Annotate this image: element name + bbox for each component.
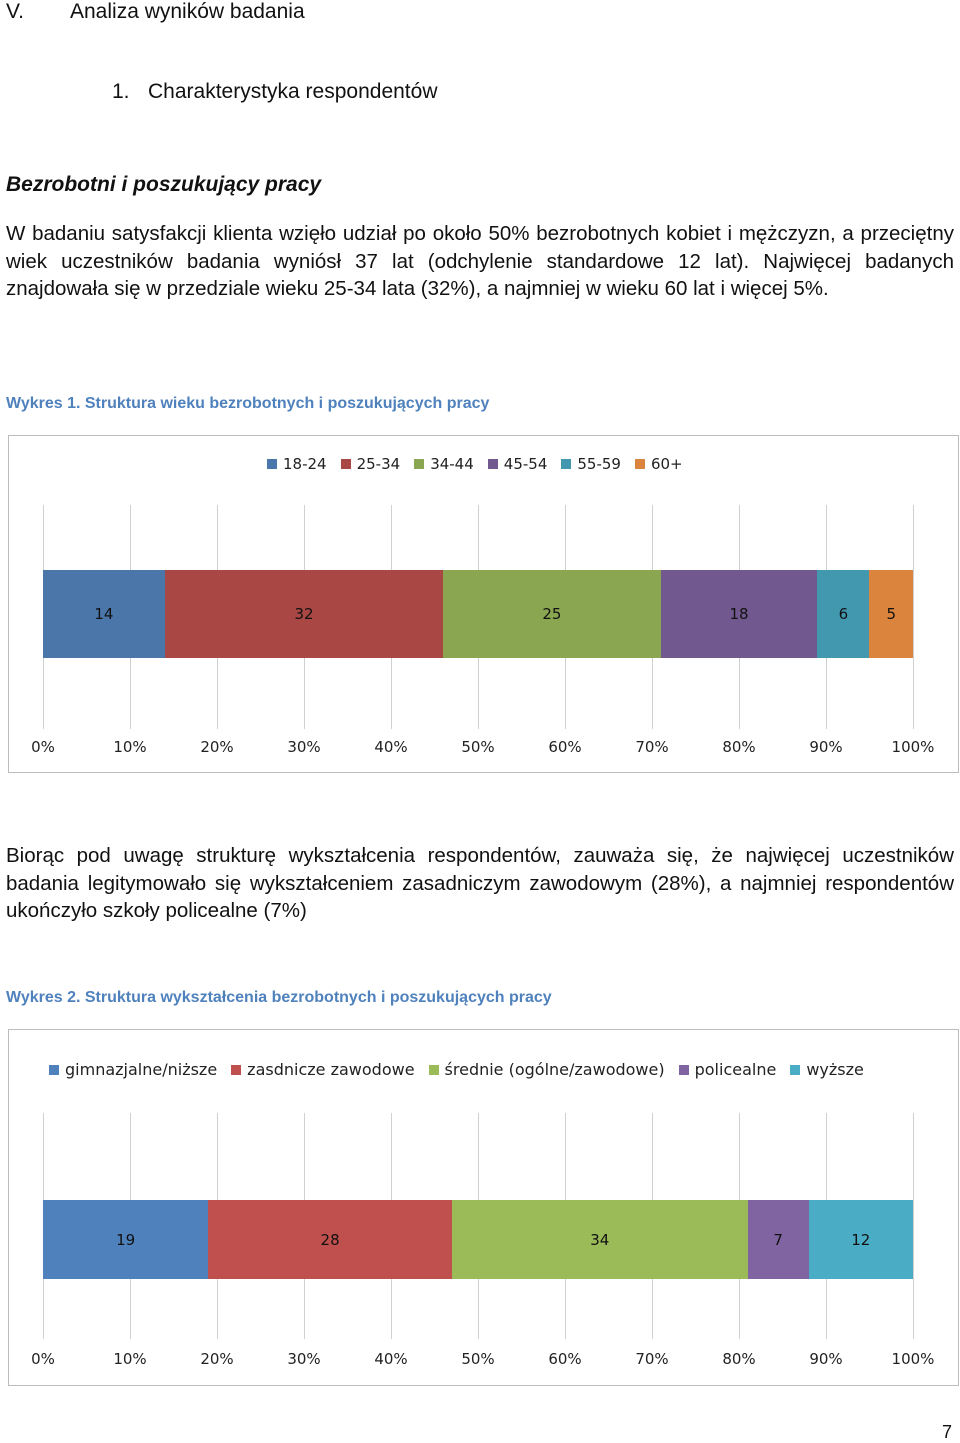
bar-segment [208, 1200, 452, 1279]
legend-item [635, 455, 683, 473]
x-tick-label: 80% [722, 738, 756, 756]
x-tick-label: 30% [287, 738, 321, 756]
legend-swatch [635, 459, 645, 469]
x-tick-label: 60% [548, 1350, 582, 1368]
bar-segment [869, 570, 913, 658]
legend-label: zasdnicze zawodowe [247, 1060, 415, 1079]
chart-caption-education: Wykres 2. Struktura wykształcenia bezrobotnych i poszukujących pracy [6, 989, 552, 1006]
data-label: 12 [851, 1230, 871, 1249]
paragraph-age: W badaniu satysfakcji klienta wzięło udział po około 50% bezrobotnych kobiet i mężczyzn, a przeciętny wiek uczestników badania wyniósł 37 lat (odchylenie standardowe 12 lat). Najwięcej badanych znajdowała się w przedziale wieku 25-34 lata (32%), a najmniej w wieku 60 lat i więcej 5%. [6, 222, 954, 300]
x-tick-label: 90% [809, 738, 843, 756]
data-label: 7 [773, 1230, 783, 1249]
legend-label: 18-24 [283, 455, 327, 473]
data-label: 14 [94, 605, 114, 623]
gridline [913, 505, 914, 729]
bar-segment [43, 1200, 208, 1279]
legend-item [341, 455, 401, 473]
legend-item [49, 1060, 217, 1079]
legend-item [679, 1060, 777, 1079]
x-tick-label: 90% [809, 1350, 843, 1368]
data-label: 25 [542, 605, 562, 623]
legend-label: wyższe [806, 1060, 864, 1079]
bar-segment [661, 570, 818, 658]
chart-legend [49, 1060, 878, 1079]
bar-segment [748, 1200, 809, 1279]
bar-segment [43, 570, 165, 658]
bar-segment [443, 570, 661, 658]
legend-label: 34-44 [430, 455, 474, 473]
chart-education-structure [8, 1029, 959, 1386]
bar-segment [165, 570, 443, 658]
x-tick-label: 60% [548, 738, 582, 756]
legend-swatch [231, 1065, 241, 1075]
section-number: V. [6, 0, 24, 23]
legend-item [790, 1060, 864, 1079]
section-heading [6, 0, 305, 24]
data-label: 28 [320, 1230, 340, 1249]
chart-plot-area [43, 1113, 913, 1339]
x-tick-label: 30% [287, 1350, 321, 1368]
x-tick-label: 50% [461, 1350, 495, 1368]
legend-swatch [414, 459, 424, 469]
subsection-number: 1. [112, 80, 130, 103]
paragraph-education: Biorąc pod uwagę strukturę wykształcenia respondentów, zauważa się, że najwięcej uczestników badania legitymowało się wykształceniem zasadniczym zawodowym (28%), a najmniej respondentów ukończyło szkoły policealne (7%) [6, 844, 954, 922]
subsection-heading [112, 80, 437, 104]
gridline [913, 1113, 914, 1339]
legend-label: policealne [694, 1060, 777, 1079]
bar-segment [817, 570, 869, 658]
bar-segment [809, 1200, 913, 1279]
legend-item [231, 1060, 414, 1079]
chart-plot-area [43, 505, 913, 729]
legend-label: 55-59 [577, 455, 621, 473]
legend-item [267, 455, 327, 473]
legend-swatch [790, 1065, 800, 1075]
chart-x-axis [31, 738, 935, 758]
legend-item [561, 455, 621, 473]
bar-segment [452, 1200, 748, 1279]
legend-label: 25-34 [356, 455, 401, 473]
legend-item [414, 455, 474, 473]
data-label: 34 [590, 1230, 610, 1249]
stacked-bar [43, 570, 913, 658]
x-tick-label: 40% [374, 1350, 408, 1368]
legend-swatch [429, 1065, 439, 1075]
data-label: 18 [729, 605, 749, 623]
data-label: 6 [838, 605, 849, 623]
page-number: 7 [941, 1422, 952, 1442]
x-tick-label: 20% [200, 1350, 234, 1368]
legend-label: 45-54 [503, 455, 548, 473]
section-title: Analiza wyników badania [70, 0, 305, 23]
x-tick-label: 80% [722, 1350, 756, 1368]
legend-swatch [267, 459, 277, 469]
data-label: 5 [886, 605, 896, 623]
x-tick-label: 100% [891, 738, 935, 756]
chart-x-axis [31, 1350, 935, 1370]
x-tick-label: 70% [635, 738, 669, 756]
subheading: Bezrobotni i poszukujący pracy [6, 173, 322, 196]
legend-label: 60+ [650, 455, 683, 473]
legend-item [429, 1060, 665, 1079]
legend-item [488, 455, 548, 473]
legend-swatch [488, 459, 498, 469]
stacked-bar [43, 1200, 913, 1279]
chart-legend [267, 455, 697, 473]
legend-swatch [561, 459, 571, 469]
x-tick-label: 10% [113, 1350, 147, 1368]
data-label: 19 [116, 1230, 136, 1249]
x-tick-label: 10% [113, 738, 147, 756]
legend-swatch [341, 459, 351, 469]
data-label: 32 [294, 605, 314, 623]
chart-caption-age: Wykres 1. Struktura wieku bezrobotnych i poszukujących pracy [6, 395, 490, 412]
x-tick-label: 40% [374, 738, 408, 756]
chart-age-structure [8, 435, 959, 773]
legend-swatch [679, 1065, 689, 1075]
x-tick-label: 0% [31, 738, 55, 756]
subsection-title: Charakterystyka respondentów [148, 80, 438, 103]
x-tick-label: 0% [31, 1350, 55, 1368]
x-tick-label: 70% [635, 1350, 669, 1368]
x-tick-label: 50% [461, 738, 495, 756]
legend-label: średnie (ogólne/zawodowe) [444, 1060, 665, 1079]
x-tick-label: 20% [200, 738, 234, 756]
legend-label: gimnazjalne/niższe [65, 1060, 218, 1079]
x-tick-label: 100% [891, 1350, 935, 1368]
legend-swatch [49, 1065, 59, 1075]
